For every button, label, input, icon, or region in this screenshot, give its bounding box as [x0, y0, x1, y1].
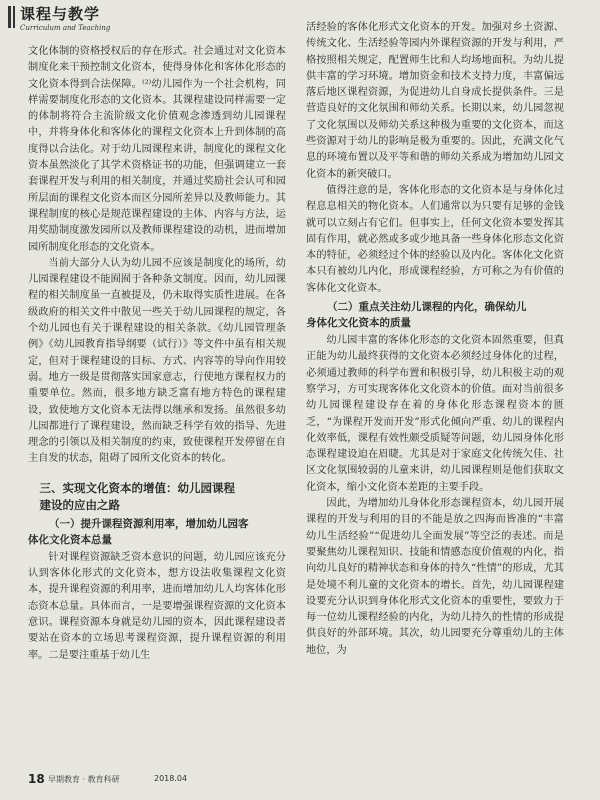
paragraph: 活经验的客体化形式文化资本的开发。加强对乡土资源、传统文化、生活经验等园内外课程资源的开发与利用，严格按照相关规定，配置师生比和人均场地面积。为幼儿提供丰富的学习环境。增加资金和技术支持力度，丰富偏远落后地区课程资源，为促进幼儿自身成长提供条件。三是营造良好的文化氛围和师幼关系。长期以来，幼儿园忽视了文化氛围以及师幼关系这种极为重要的文化资本，而这些资源对于幼儿的影响是极为重要的。因此，充满文化气息的环境布置以及平等和谐的师幼关系成为增加幼儿园文化资本的新突破口。 — [306, 22, 564, 180]
issue-date: 2018.04 — [154, 774, 188, 783]
left-column — [28, 44, 286, 760]
section-heading-line: 建设的应由之路 — [39, 497, 120, 512]
page-footer — [0, 766, 600, 800]
subsection-heading-line: （二）重点关注幼儿课程的内化，确保幼儿 — [327, 301, 527, 314]
header-decoration-bar — [13, 6, 15, 28]
section-heading — [28, 480, 286, 514]
subsection-heading-line: （一）提升课程资源利用率，增加幼儿园客 — [49, 517, 249, 530]
right-column — [306, 20, 564, 780]
subsection-heading — [306, 299, 564, 331]
paragraph: 针对课程资源缺乏资本意识的问题，幼儿园应该充分认到客体化形式的文化资本，想方设法收集课程文化资本，提升课程资源的利用率，进而增加幼儿人均客体化形态资本总量。具体而言，一是要增强课程资源的文化资本意识。课程资源本身就是幼儿园的资本，因此课程建设者要站在资本的立场思考课程资源，提升课程资源的利用率。二是要注重基于幼儿生 — [28, 551, 286, 661]
journal-name: 早期教育 · 教育科研 — [48, 775, 120, 784]
page-number: 18 — [28, 772, 45, 786]
section-heading-line: 三、实现文化资本的增值：幼儿园课程 — [39, 480, 235, 495]
paragraph: 值得注意的是，客体化形态的文化资本是与身体化过程息息相关的物化资本。人们通常以为只要有足够的金钱就可以立刻占有它们。但事实上，任何文化资本要发挥其固有作用，就必然或多或少地具备一些身体化形态文化资本的特征，必须经过个体的经验以及内化。客体化文化资本只有被幼儿内化，形成课程经验，方可称之为有价值的客体化文化资本。 — [306, 184, 564, 294]
paragraph: 文化体制的资格授权后的存在形式。社会通过对文化资本制度化来干预控制文化资本，使得身体化和客体化形态的文化资本得到合法保障。⁽²⁾幼儿园作为一个社会机构，同样需要制度化形态的文化资本。其课程建设同样需要一定的体制将符合主流阶级文化价值观念渗透到幼儿园课程中，并将身体化和客体化的课程文化资本上升到体制的高度得以合法化。对于幼儿园课程来讲，制度化的课程文化资本虽然淡化了其学术资格证书的功能，但强调建立一套套课程开发与利用的相关制度，并通过奖励社会认可和园所层面的课程文化资本而区分园所差异以及教师能力。其课程制度的核心是规范课程建设的主体、内容与方法，运用奖励制度激发园所以及教师课程建设的动机，进而增加园所制度化形态的文化资本。 — [28, 46, 286, 253]
paragraph: 因此，为增加幼儿身体化形态课程资本，幼儿园开展课程的开发与利用的目的不能是放之四海而皆准的“丰富幼儿生活经验”“促进幼儿全面发展”等空泛的表述。而是要聚焦幼儿课程知识、技能和情感态度价值观的内化，指向幼儿良好的精神状态和身体的持久“性情”的形成，尤其是处境不利儿童的文化资本的增长。首先，幼儿园课程建设要充分认识到身体化形式文化资本的重要性，要致力于每一位幼儿课程经验的内化，为幼儿持久的性情的形成提供良好的外部环境。其次，幼儿园要充分尊重幼儿的主体地位，为 — [306, 498, 564, 656]
header-decoration-bar — [8, 6, 11, 28]
section-subtitle: Curriculum and Teaching — [20, 24, 111, 32]
paragraph: 当前大部分人认为幼儿园不应该是制度化的场所，幼儿园课程建设不能囿囿于各种条文制度。因而，幼儿园课程的相关制度虽一直被提及，仍未取得实质性进展。在各级政府的相关文件中散见一些关于幼儿园课程的规定，各个幼儿园也有关于课程建设的相关条款。《幼儿园管理条例》《幼儿园教育指导纲要（试行）》等文件中虽有相关规定，但对于课程建设的目标、方式、内容等的导向作用较弱。地方一级是贯彻落实国家意志，行使地方课程权力的重要单位。然而，很多地方缺乏富有地方特色的课程建设，致使地方文化资本无法得以继承和发扬。虽然很多幼儿园都进行了课程建设，然而缺乏科学有效的指导、先进理念的引领以及相关制度的约束，致使课程开发停留在自主自发的状态，阻碍了园所文化资本的转化。 — [28, 257, 286, 465]
subsection-heading — [28, 516, 286, 548]
subsection-heading-line: 体化文化资本总量 — [28, 533, 112, 546]
subsection-heading-line: 身体化文化资本的质量 — [306, 317, 411, 330]
paragraph: 幼儿园丰富的客体化形态的文化资本固然重要，但真正能为幼儿最终获得的文化资本必须经过身体化的过程，必须通过教师的科学布置和积极引导，幼儿积极主动的观察学习，方可实现客体化文化资本的价值。面对当前很多幼儿园课程建设存在着的身体化形态课程资本的匮乏，“为课程开发而开发”形式化倾向严重、幼儿的课程内化效率低，课程有效性颇受质疑等问题，幼儿园身体化形态课程建设迫在眉睫。尤其是对于家庭文化传统欠佳、社区文化氛围较弱的儿童来讲，幼儿园课程则是他们获取文化资本，缩小文化资本差距的主要手段。 — [306, 335, 564, 493]
section-title: 课程与教学 — [20, 5, 101, 23]
